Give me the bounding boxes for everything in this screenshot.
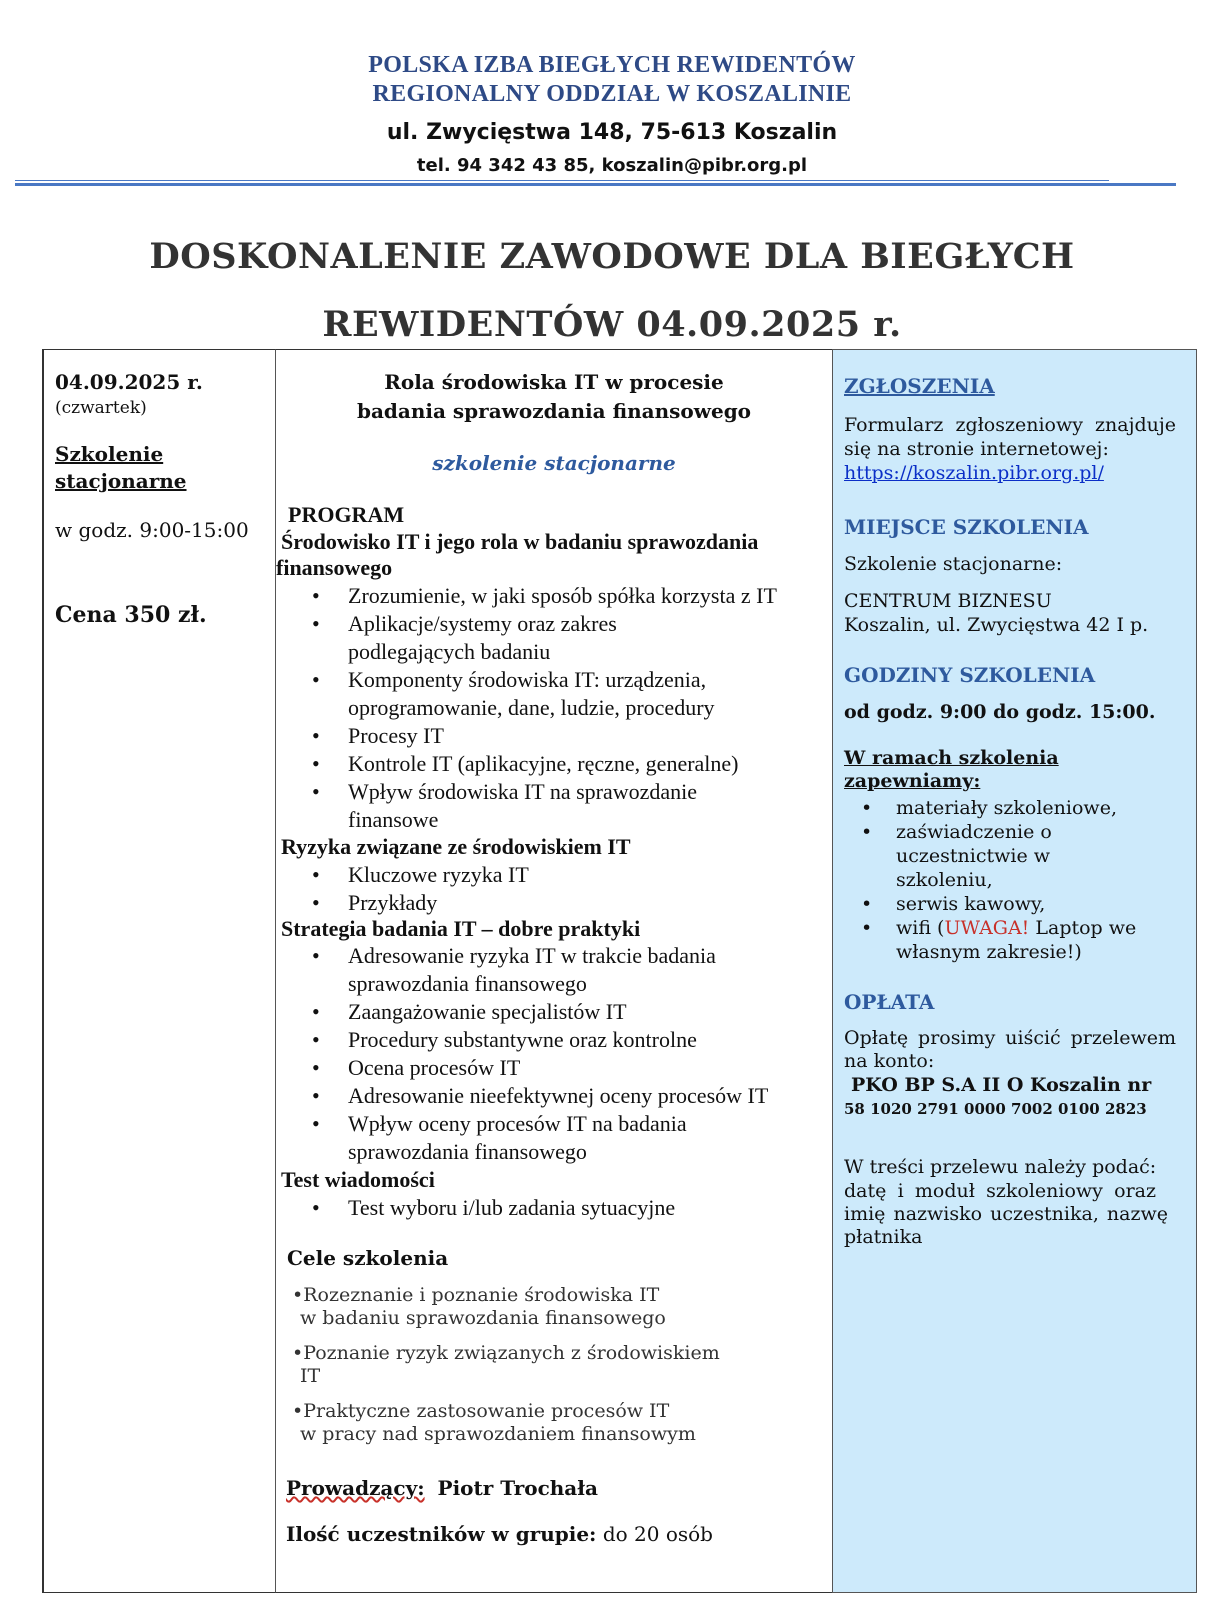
page-title-line2: REWIDENTÓW 04.09.2025 r. (322, 304, 902, 345)
course-type: Szkolenie (55, 442, 164, 466)
place-heading: MIEJSCE SZKOLENIA (844, 515, 1089, 539)
registration-text: Formularz zgłoszeniowy znajduje (844, 414, 1176, 436)
included-heading: W ramach szkolenia (844, 747, 1059, 769)
hours-heading: GODZINY SZKOLENIA (844, 663, 1096, 687)
bank-name: PKO BP S.A II O Koszalin nr (851, 1074, 1152, 1096)
list-item: • Procesy IT (276, 722, 816, 750)
goal-item: •Rozeznanie i poznanie środowiska IT w badaniu sprawozdania finansowego (292, 1284, 666, 1329)
place-text: Szkolenie stacjonarne: (844, 553, 1063, 575)
course-weekday: (czwartek) (55, 398, 147, 418)
header-rule (15, 180, 1109, 181)
program-section-4: Test wiadomości (281, 1167, 435, 1192)
org-name: POLSKA IZBA BIEGŁYCH REWIDENTÓW (368, 52, 856, 78)
fee-heading: OPŁATA (844, 990, 935, 1014)
hours-text: od godz. 9:00 do godz. 15:00. (844, 701, 1156, 723)
program-section-2: Ryzyka związane ze środowiskiem IT (281, 834, 631, 859)
list-item: • Aplikacje/systemy oraz zakres podlegających badaniu (276, 610, 728, 666)
program-section-1-line2: finansowego (276, 555, 393, 580)
course-hours: w godz. 9:00-15:00 (55, 518, 249, 542)
list-item: • Komponenty środowiska IT: urządzenia, oprogramowanie, dane, ludzie, procedury (276, 666, 748, 722)
program-list-1 (276, 582, 816, 834)
list-item: • Przykłady (276, 889, 816, 917)
fee-text: Opłatę prosimy uiścić przelewem (844, 1027, 1176, 1049)
bank-account: 58 1020 2791 0000 7002 0100 2823 (844, 1100, 1147, 1118)
list-item: • zaświadczenie o uczestnictwie w szkoleniu, (833, 820, 1076, 892)
place-address: Koszalin, ul. Zwycięstwa 42 I p. (844, 614, 1149, 636)
trainer-name: Piotr Trochała (437, 1476, 598, 1500)
fee-text-line2: na konto: (844, 1050, 935, 1072)
list-item: • wifi (UWAGA! Laptop we własnym zakresie!) (833, 916, 1146, 964)
list-item: • Wpływ środowiska IT na sprawozdanie finansowe (276, 778, 728, 834)
course-topic: Rola środowiska IT w procesie (384, 370, 724, 394)
list-item: • Test wyboru i/lub zadania sytuacyjne (276, 1194, 816, 1222)
trainer (286, 1476, 598, 1500)
course-mode: szkolenie stacjonarne (432, 451, 676, 475)
included-heading-line2: zapewniamy: (844, 770, 981, 792)
participants-label: Ilość uczestników w grupie: (286, 1522, 597, 1546)
details-column (832, 349, 1197, 1593)
course-type-line2: stacjonarne (55, 469, 187, 493)
list-item: • serwis kawowy, (833, 892, 1133, 916)
program-label: PROGRAM (288, 502, 405, 527)
org-branch: REGIONALNY ODDZIAŁ W KOSZALINIE (372, 81, 852, 107)
list-item: • Zrozumienie, w jaki sposób spółka korzysta z IT (276, 582, 816, 610)
program-list-3 (276, 942, 816, 1166)
org-address: ul. Zwycięstwa 148, 75-613 Koszalin (386, 120, 838, 145)
course-date: 04.09.2025 r. (55, 370, 203, 394)
included-list (833, 796, 1137, 964)
goal-item: •Praktyczne zastosowanie procesów IT w pracy nad sprawozdaniem finansowym (292, 1400, 696, 1445)
program-list-4 (276, 1194, 816, 1222)
course-price: Cena 350 zł. (55, 602, 207, 628)
list-item: • Zaangażowanie specjalistów IT (276, 998, 816, 1026)
trainer-label: Prowadzący: (286, 1476, 425, 1500)
list-item: • Ocena procesów IT (276, 1054, 816, 1082)
registration-text-line2: się na stronie internetowej: (844, 438, 1109, 460)
transfer-text-line4: płatnika (844, 1226, 923, 1248)
org-contact: tel. 94 342 43 85, koszalin@pibr.org.pl (416, 155, 808, 176)
transfer-text: W treści przelewu należy podać: (844, 1156, 1157, 1178)
list-item: • Kontrole IT (aplikacyjne, ręczne, generalne) (276, 750, 816, 778)
registration-heading: ZGŁOSZENIA (844, 374, 995, 398)
course-topic-line2: badania sprawozdania finansowego (356, 399, 752, 423)
list-item: • Adresowanie nieefektywnej oceny procesów IT (276, 1082, 816, 1110)
program-section-3: Strategia badania IT – dobre praktyki (281, 916, 641, 941)
list-item: • Kluczowe ryzyka IT (276, 861, 816, 889)
goal-item: •Poznanie ryzyk związanych z środowiskiem IT (292, 1342, 720, 1387)
list-item: • Procedury substantywne oraz kontrolne (276, 1026, 816, 1054)
list-item: • materiały szkoleniowe, (833, 796, 1133, 820)
warning-text: UWAGA! (944, 917, 1030, 939)
program-list-2 (276, 861, 816, 917)
registration-link[interactable]: https://koszalin.pibr.org.pl/ (844, 462, 1104, 484)
goals-label: Cele szkolenia (287, 1246, 449, 1270)
page-title: DOSKONALENIE ZAWODOWE DLA BIEGŁYCH (149, 236, 1075, 277)
transfer-text-line2: datę i moduł szkoleniowy oraz (844, 1180, 1156, 1202)
list-item: • Wpływ oceny procesów IT na badania sprawozdania finansowego (276, 1110, 728, 1166)
participants (286, 1522, 713, 1546)
program-section-1: Środowisko IT i jego rola w badaniu sprawozdania (281, 529, 759, 554)
transfer-text-line3: imię nazwisko uczestnika, nazwę (844, 1203, 1168, 1225)
program-column (276, 349, 832, 1593)
participants-value: do 20 osób (602, 1522, 713, 1546)
place-venue: CENTRUM BIZNESU (844, 590, 1052, 612)
info-column (42, 349, 276, 1593)
header-rule-thick (15, 183, 1176, 186)
list-item: • Adresowanie ryzyka IT w trakcie badania sprawozdania finansowego (276, 942, 748, 998)
